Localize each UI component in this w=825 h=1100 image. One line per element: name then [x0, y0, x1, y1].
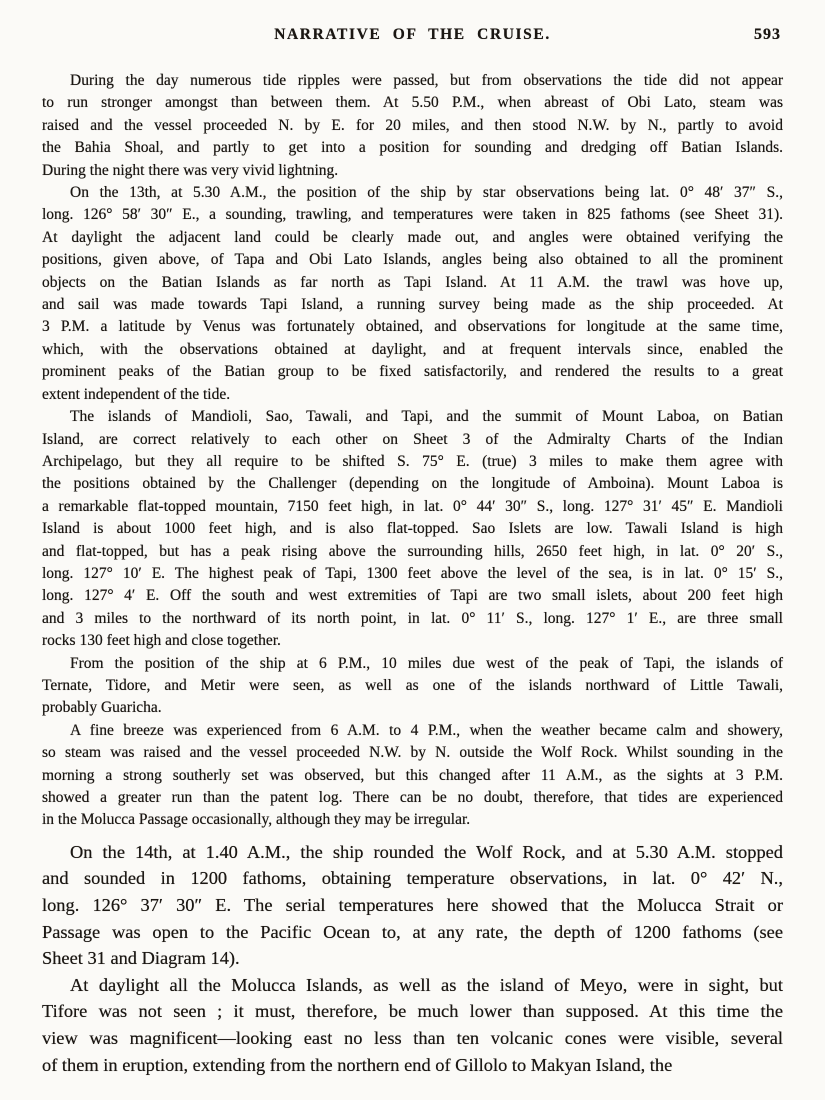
running-title: NARRATIVE OF THE CRUISE. [274, 26, 551, 43]
body-text [42, 70, 783, 1078]
text-line: At daylight the adjacent land could be clearly made out, and angles were obtained verifying the [42, 228, 783, 246]
paragraph [42, 182, 783, 406]
text-line: of them in eruption, extending from the northern end of Gillolo to Makyan Island, the [42, 1054, 673, 1075]
paragraph [42, 720, 783, 832]
paragraph [42, 653, 783, 720]
text-line: During the night there was very vivid lightning. [42, 161, 339, 179]
text-line: On the 14th, at 1.40 A.M., the ship rounded the Wolf Rock, and at 5.30 A.M. stopped [70, 841, 783, 862]
text-line: morning a strong southerly set was observed, but this changed after 11 A.M., as the sights at 3 P.M. [42, 766, 783, 784]
text-line: During the day numerous tide ripples were passed, but from observations the tide did not appear [70, 72, 783, 89]
text-line: On the 13th, at 5.30 A.M., the position of the ship by star observations being lat. 0° 48′ 37″ S., [70, 184, 783, 202]
text-line: showed a greater run than the patent log. There can be no doubt, therefore, that tides are experienced [42, 789, 783, 806]
text-line: raised and the vessel proceeded N. by E. for 20 miles, and then stood N.W. by N., partly to avoid [42, 116, 783, 134]
text-line: Island, are correct relatively to each other on Sheet 3 of the Admiralty Charts of the Indian [42, 430, 783, 448]
page-header [42, 26, 783, 50]
text-line: Island is about 1000 feet high, and is also flat-topped. Sao Islets are low. Tawali Island is high [42, 520, 783, 538]
text-line: and sail was made towards Tapi Island, a running survey being made as the ship proceeded. At [42, 296, 783, 314]
text-line: long. 127° 10′ E. The highest peak of Tapi, 1300 feet above the level of the sea, is in lat. 0° 15′ S., [42, 564, 783, 582]
text-line: and sounded in 1200 fathoms, obtaining temperature observations, in lat. 0° 42′ N., [42, 868, 783, 889]
text-line: and flat-topped, but has a peak rising above the surrounding hills, 2650 feet high, in lat. 0° 20′ S., [42, 542, 783, 560]
text-line: prominent peaks of the Batian group to be fixed satisfactorily, and rendered the results to a great [42, 363, 783, 381]
paragraph [42, 406, 783, 652]
text-line: From the position of the ship at 6 P.M., 10 miles due west of the peak of Tapi, the islands of [70, 654, 783, 672]
text-line: so steam was raised and the vessel proceeded N.W. by N. outside the Wolf Rock. Whilst sounding in the [42, 744, 783, 762]
text-line: to run stronger amongst than between them. At 5.50 P.M., when abreast of Obi Lato, steam was [42, 94, 783, 112]
text-line: Sheet 31 and Diagram 14). [42, 948, 240, 969]
text-line: long. 127° 4′ E. Off the south and west extremities of Tapi are two small islets, about 200 feet high [42, 587, 783, 605]
text-line: At daylight all the Molucca Islands, as well as the island of Meyo, were in sight, but [70, 974, 783, 995]
text-line: positions, given above, of Tapa and Obi Lato Islands, angles being also obtained to all the prominent [42, 251, 783, 269]
text-line: in the Molucca Passage occasionally, although they may be irregular. [42, 811, 471, 829]
text-line: the Bahia Shoal, and partly to get into a position for sounding and dredging off Batian Islands. [42, 139, 783, 157]
page-number: 593 [754, 26, 781, 43]
paragraph [42, 839, 783, 972]
text-line: and 3 miles to the northward of its north point, in lat. 0° 11′ S., long. 127° 1′ E., are three small [42, 609, 783, 627]
text-line: Tifore was not seen ; it must, therefore, be much lower than supposed. At this time the [42, 1001, 783, 1022]
text-line: Archipelago, but they all require to be shifted S. 75° E. (true) 3 miles to make them agree with [42, 452, 783, 470]
text-line: view was magnificent—looking east no less than ten volcanic cones were visible, several [42, 1027, 783, 1048]
text-line: Ternate, Tidore, and Metir were seen, as well as one of the islands northward of Little Tawali, [42, 676, 783, 694]
text-line: objects on the Batian Islands as far north as Tapi Island. At 11 A.M. the trawl was hove up, [42, 273, 783, 291]
text-line: long. 126° 37′ 30″ E. The serial temperatures here showed that the Molucca Strait or [42, 895, 783, 915]
paragraph [42, 972, 783, 1078]
text-line: long. 126° 58′ 30″ E., a sounding, trawling, and temperatures were taken in 825 fathoms (see Sheet 31). [42, 206, 783, 224]
text-line: The islands of Mandioli, Sao, Tawali, and Tapi, and the summit of Mount Laboa, on Batian [70, 408, 783, 426]
text-line: extent independent of the tide. [42, 385, 231, 403]
text-line: the positions obtained by the Challenger (depending on the longitude of Amboina). Mount Laboa is [42, 475, 783, 493]
text-line: rocks 130 feet high and close together. [42, 632, 281, 650]
text-line: Passage was open to the Pacific Ocean to, at any rate, the depth of 1200 fathoms (see [42, 921, 783, 942]
text-line: which, with the observations obtained at daylight, and at frequent intervals since, enabled the [42, 340, 783, 358]
text-line: 3 P.M. a latitude by Venus was fortunately obtained, and observations for longitude at the same time, [42, 318, 783, 336]
paragraph [42, 70, 783, 182]
text-line: A fine breeze was experienced from 6 A.M. to 4 P.M., when the weather became calm and showery, [70, 721, 783, 739]
text-line: a remarkable flat-topped mountain, 7150 feet high, in lat. 0° 44′ 30″ S., long. 127° 31′ 45″ E. Mandioli [42, 497, 783, 515]
text-line: probably Guaricha. [42, 699, 162, 717]
